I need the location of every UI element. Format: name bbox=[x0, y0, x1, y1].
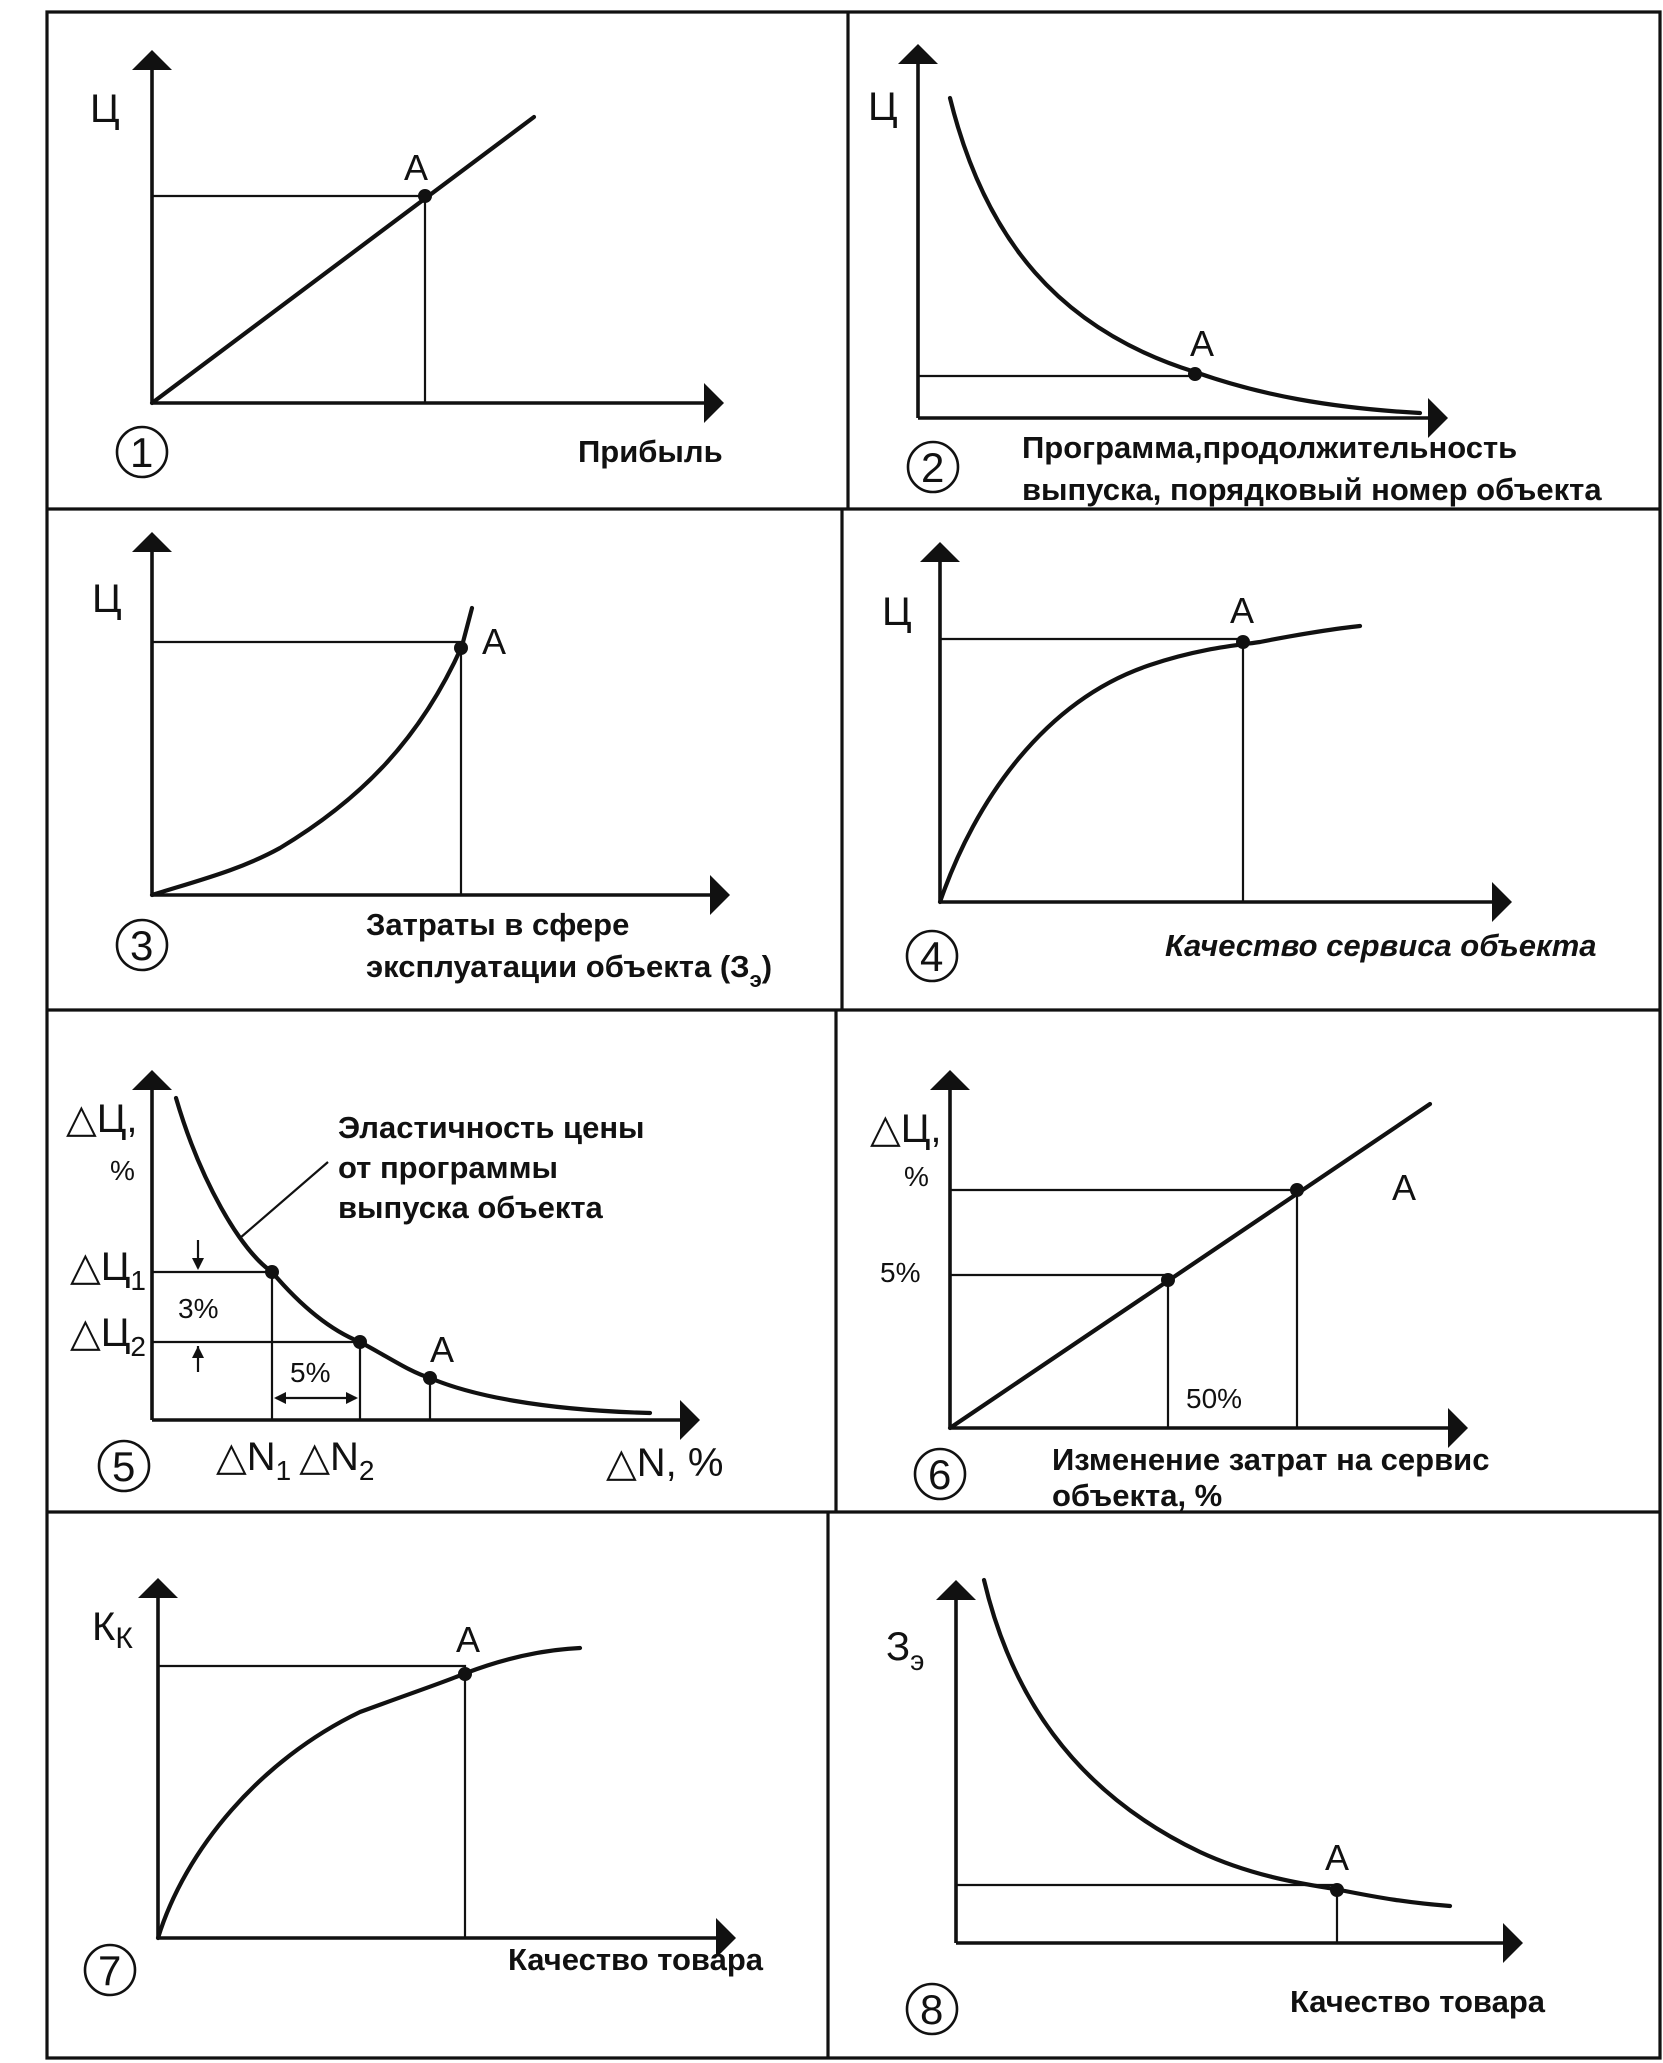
point-a bbox=[418, 189, 432, 203]
y-axis-label: Ц bbox=[90, 87, 120, 131]
x-axis-label-line-1: Изменение затрат на сервис bbox=[1052, 1442, 1490, 1477]
y-tick-2-sub: 2 bbox=[130, 1331, 146, 1362]
y-axis-label-sub: К bbox=[115, 1622, 133, 1655]
x-tick-1: △N bbox=[216, 1435, 276, 1479]
x-tick-1-sub: 1 bbox=[275, 1455, 292, 1486]
x-axis-label-line-1: Программа,продолжительность bbox=[1022, 430, 1518, 465]
point-a-label: А bbox=[430, 1329, 455, 1370]
y-tick-2: △Ц bbox=[70, 1311, 131, 1355]
point-a-label: А bbox=[1392, 1167, 1417, 1208]
dy-label: 3% bbox=[178, 1293, 219, 1324]
curve bbox=[984, 1580, 1450, 1906]
y-axis-label: З bbox=[886, 1625, 911, 1669]
annotation-line-2: от программы bbox=[338, 1150, 558, 1185]
panel-number: 6 bbox=[928, 1451, 952, 1498]
y-axis-label-line-1: △Ц, bbox=[66, 1097, 138, 1141]
x-axis-label-line-1: Затраты в сфере bbox=[366, 907, 630, 942]
y-axis-label: Ц bbox=[92, 577, 122, 621]
x-axis-label: Качество товара bbox=[508, 1942, 763, 1977]
annotation-line-1: Эластичность цены bbox=[338, 1110, 645, 1145]
x-tick-2: △N bbox=[299, 1435, 359, 1479]
panel-number: 2 bbox=[921, 444, 945, 491]
curve bbox=[950, 98, 1420, 413]
point-2 bbox=[353, 1335, 367, 1349]
x-axis-label-line-2: эксплуатации объекта (З bbox=[366, 949, 750, 984]
point-a bbox=[1236, 635, 1250, 649]
panel-number: 4 bbox=[920, 933, 944, 980]
panel-2 bbox=[868, 62, 1602, 507]
x-axis-label: △N, % bbox=[606, 1441, 724, 1485]
point-a bbox=[454, 641, 468, 655]
curve bbox=[152, 608, 472, 895]
x-axis-label-subscript: э bbox=[749, 967, 762, 992]
point-1 bbox=[265, 1265, 279, 1279]
curve bbox=[940, 626, 1360, 902]
point-a-label: А bbox=[1190, 323, 1215, 364]
svg-text:△Ц2 bbox=[70, 1311, 146, 1362]
panel-5 bbox=[66, 1088, 723, 1491]
y-axis-label: Ц bbox=[868, 85, 898, 129]
panel-6 bbox=[870, 1088, 1489, 1513]
y-tick-1-sub: 1 bbox=[130, 1265, 146, 1296]
svg-text:КК bbox=[92, 1605, 133, 1655]
point-a-label: А bbox=[1325, 1837, 1350, 1878]
point-1 bbox=[1161, 1273, 1175, 1287]
x-axis-label: Прибыль bbox=[578, 434, 723, 469]
point-a bbox=[1188, 367, 1202, 381]
svg-text:△Ц1 bbox=[70, 1245, 146, 1296]
svg-text:Зэ bbox=[886, 1625, 924, 1676]
dx-label: 5% bbox=[290, 1357, 331, 1388]
svg-text:эксплуатации объекта (Зэ) bbox=[366, 949, 772, 992]
x-axis-label-close: ) bbox=[761, 949, 773, 984]
panel-number: 5 bbox=[112, 1443, 136, 1490]
point-a bbox=[1330, 1883, 1344, 1897]
y-axis-label-line-2: % bbox=[110, 1155, 135, 1186]
panel-number: 1 bbox=[130, 429, 154, 476]
point-a bbox=[1290, 1183, 1304, 1197]
curve bbox=[950, 1104, 1430, 1428]
curve bbox=[152, 117, 534, 403]
panel-number: 3 bbox=[130, 922, 154, 969]
point-a-label: А bbox=[456, 1619, 481, 1660]
x-axis-label: Качество товара bbox=[1290, 1984, 1545, 2019]
point-a-label: А bbox=[404, 147, 429, 188]
y-axis-label-sub: э bbox=[910, 1645, 925, 1676]
curve bbox=[176, 1098, 650, 1413]
panel-4 bbox=[882, 560, 1597, 981]
panel-7 bbox=[85, 1596, 764, 1995]
point-a bbox=[423, 1371, 437, 1385]
point-a bbox=[458, 1667, 472, 1681]
y-tick: 5% bbox=[880, 1257, 921, 1288]
curve bbox=[158, 1648, 580, 1938]
x-axis-label-line-2: выпуска, порядковый номер объекта bbox=[1022, 472, 1602, 507]
y-tick-1: △Ц bbox=[70, 1245, 131, 1289]
point-a-label: А bbox=[482, 621, 507, 662]
x-tick-2-sub: 2 bbox=[358, 1455, 375, 1486]
panel-number: 8 bbox=[920, 1986, 944, 2033]
panel-1 bbox=[90, 68, 723, 477]
y-axis-label: Ц bbox=[882, 590, 912, 634]
svg-text:△N1△N2 bbox=[216, 1435, 374, 1486]
x-tick: 50% bbox=[1186, 1383, 1243, 1414]
panel-number: 7 bbox=[98, 1947, 122, 1994]
point-a-label: А bbox=[1230, 590, 1255, 631]
y-axis-label: К bbox=[92, 1605, 116, 1649]
annotation-line-3: выпуска объекта bbox=[338, 1190, 603, 1225]
x-axis-label: Качество сервиса объекта bbox=[1165, 928, 1597, 963]
y-axis-label-line-1: △Ц, bbox=[870, 1107, 942, 1151]
y-axis-label-line-2: % bbox=[904, 1161, 929, 1192]
panel-8 bbox=[886, 1580, 1546, 2034]
panel-frames bbox=[47, 12, 1660, 2058]
x-axis-label-line-2: объекта, % bbox=[1052, 1478, 1223, 1513]
panel-3 bbox=[92, 550, 772, 992]
